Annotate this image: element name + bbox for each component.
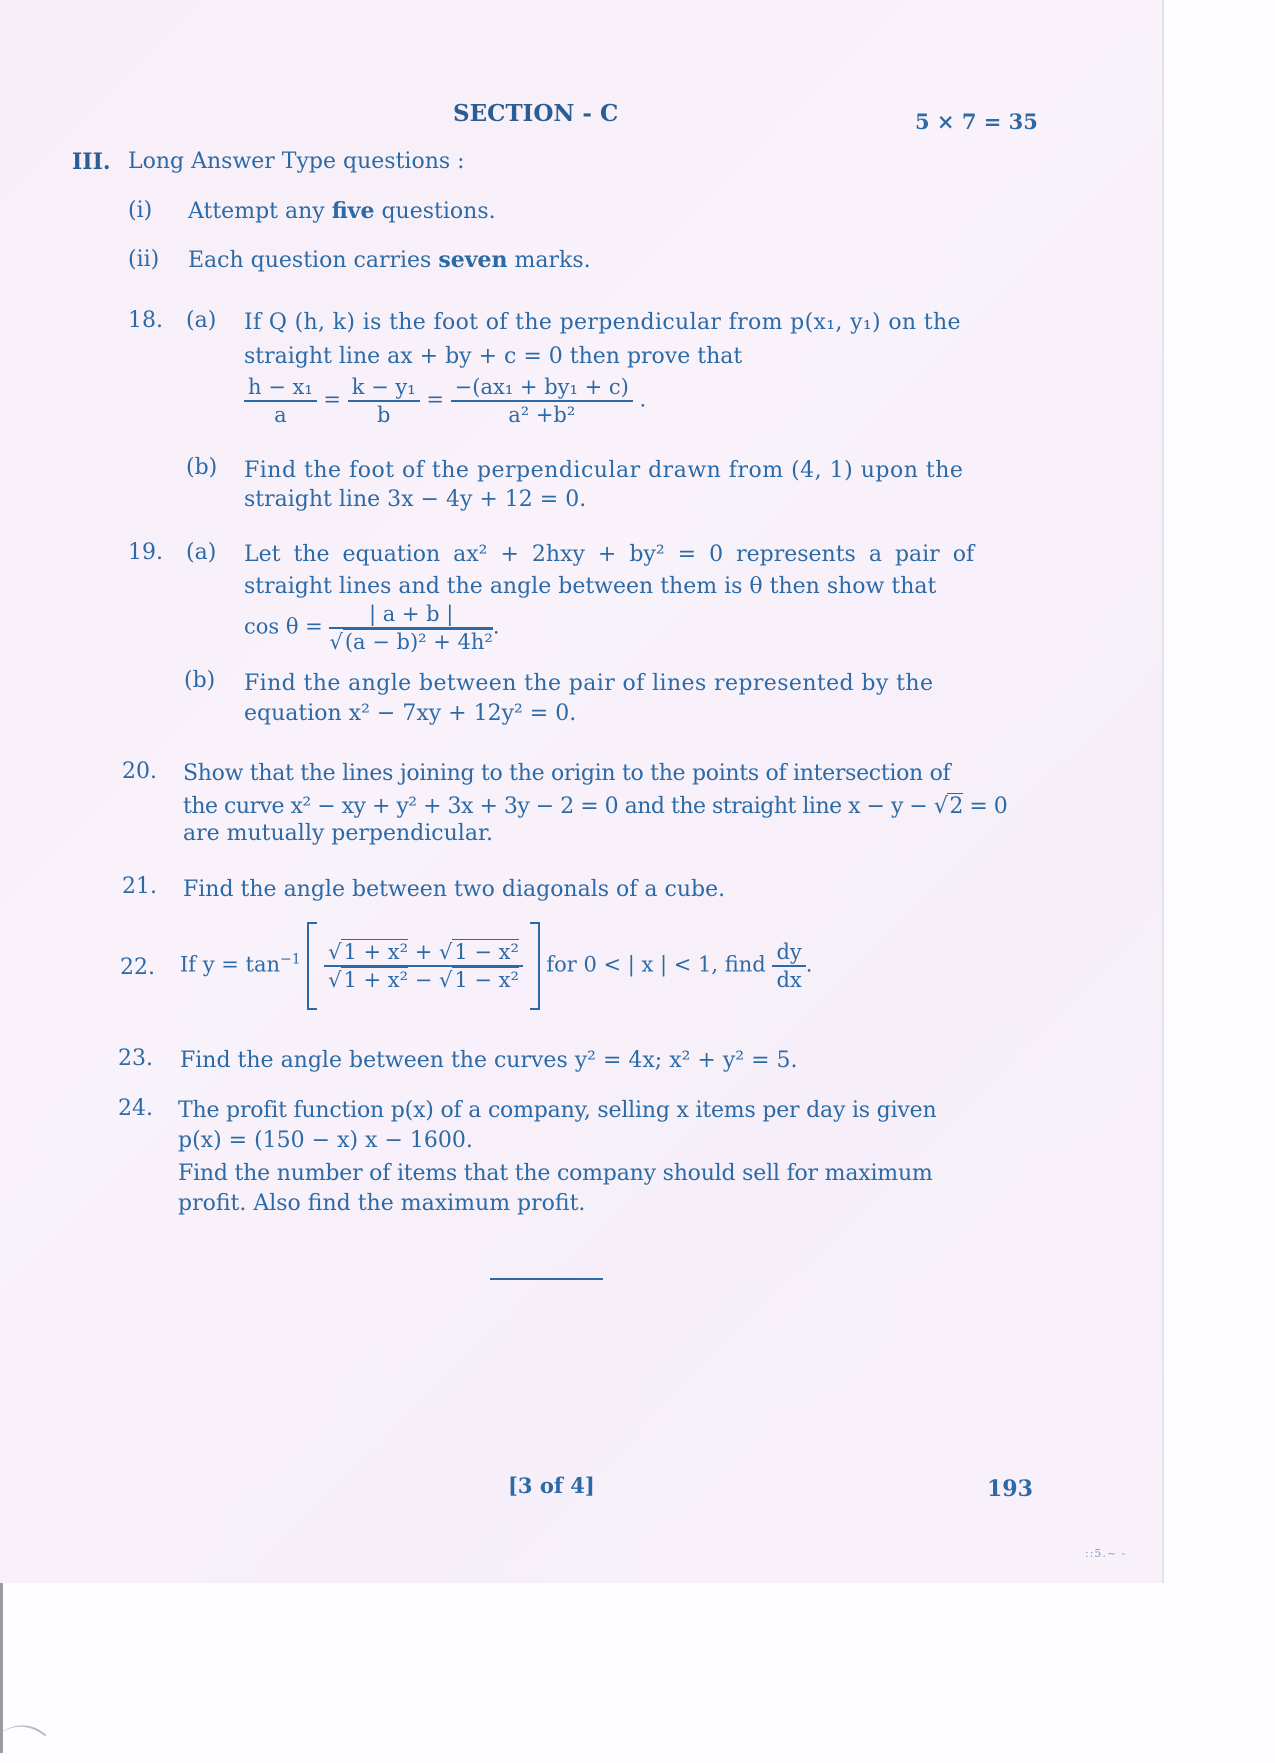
question-text: are mutually perpendicular.: [183, 821, 494, 846]
instruction-label: (i): [128, 198, 153, 223]
formula-22: If $y = \tan^{-1}$ $\frac{\text{√1 + x² + √1 − x²}}{\text{√1 + x² − √1 − x²}}$ for 0 < | x | < 1, find $\frac{dy}{dx}$ .: [180, 922, 812, 1010]
subpart-label: (a): [186, 308, 217, 333]
question-text: Show that the lines joining to the origin to the points of intersection of: [183, 761, 951, 786]
marks-formula: 5 × 7 = 35: [915, 109, 1038, 134]
question-text: Find the angle between two diagonals of a cube.: [183, 877, 726, 902]
instruction-text: Attempt any five questions.: [188, 198, 496, 224]
question-number: 20.: [122, 759, 157, 784]
section-title: SECTION - C: [453, 100, 619, 127]
question-text: Let the equation ax² + 2hxy + by² = 0 represents a pair of: [244, 542, 975, 567]
question-text: Find the number of items that the company should sell for maximum: [178, 1161, 933, 1186]
question-text: Find the foot of the perpendicular drawn from (4, 1) upon the: [244, 458, 964, 483]
question-text: p(x) = (150 − x) x − 1600.: [178, 1128, 473, 1153]
page-edge: [1162, 0, 1164, 1583]
question-text: The profit function p(x) of a company, selling x items per day is given: [178, 1098, 937, 1123]
question-number: 23.: [118, 1046, 153, 1071]
scan-shadow: [0, 1583, 3, 1753]
question-text: Find the angle between the pair of lines represented by the: [244, 671, 934, 696]
question-text: the curve x² − xy + y² + 3x + 3y − 2 = 0 and the straight line x − y − √2 = 0: [183, 794, 1008, 819]
question-text: Find the angle between the curves y² = 4x; x² + y² = 5.: [180, 1048, 798, 1073]
page-corner-curl: [0, 1712, 46, 1763]
scan-mark: ::5.~ -: [1085, 1547, 1127, 1560]
instruction-text: Each question carries seven marks.: [188, 247, 591, 273]
question-text: equation x² − 7xy + 12y² = 0.: [244, 701, 577, 726]
question-number: 21.: [122, 874, 157, 899]
page-code: 193: [987, 1476, 1033, 1502]
end-rule: [490, 1278, 603, 1280]
question-number: 22.: [120, 955, 155, 980]
question-text: straight line 3x − 4y + 12 = 0.: [244, 487, 587, 512]
subpart-label: (a): [186, 540, 217, 565]
subpart-label: (b): [184, 668, 216, 693]
left-bracket: [307, 922, 317, 1010]
formula-19a: cos θ = $\frac{| a + b |}{\text{√(a − b)² + 4h²}}$ .: [244, 602, 500, 654]
instruction-label: (ii): [128, 247, 160, 272]
question-number: 19.: [128, 540, 163, 565]
right-bracket: [530, 922, 540, 1010]
formula-18a: $\frac{\text{h − x₁}}{a}$ = $\frac{\text{k − y₁}}{b}$ = $\frac{\text{−(ax₁ + by₁ + c)}}{\text{a² +b²}}$ .: [244, 374, 646, 428]
question-text: profit. Also find the maximum profit.: [178, 1191, 586, 1216]
question-text: If Q (h, k) is the foot of the perpendicular from p(x₁, y₁) on the: [244, 310, 961, 335]
part-title: Long Answer Type questions :: [128, 149, 465, 174]
subpart-label: (b): [186, 455, 218, 480]
question-number: 24.: [118, 1096, 153, 1121]
page-indicator: [3 of 4]: [508, 1473, 595, 1498]
question-number: 18.: [128, 308, 163, 333]
question-text: straight line ax + by + c = 0 then prove that: [244, 344, 743, 369]
part-number: III.: [72, 149, 111, 175]
question-text: straight lines and the angle between them is θ then show that: [244, 574, 937, 599]
